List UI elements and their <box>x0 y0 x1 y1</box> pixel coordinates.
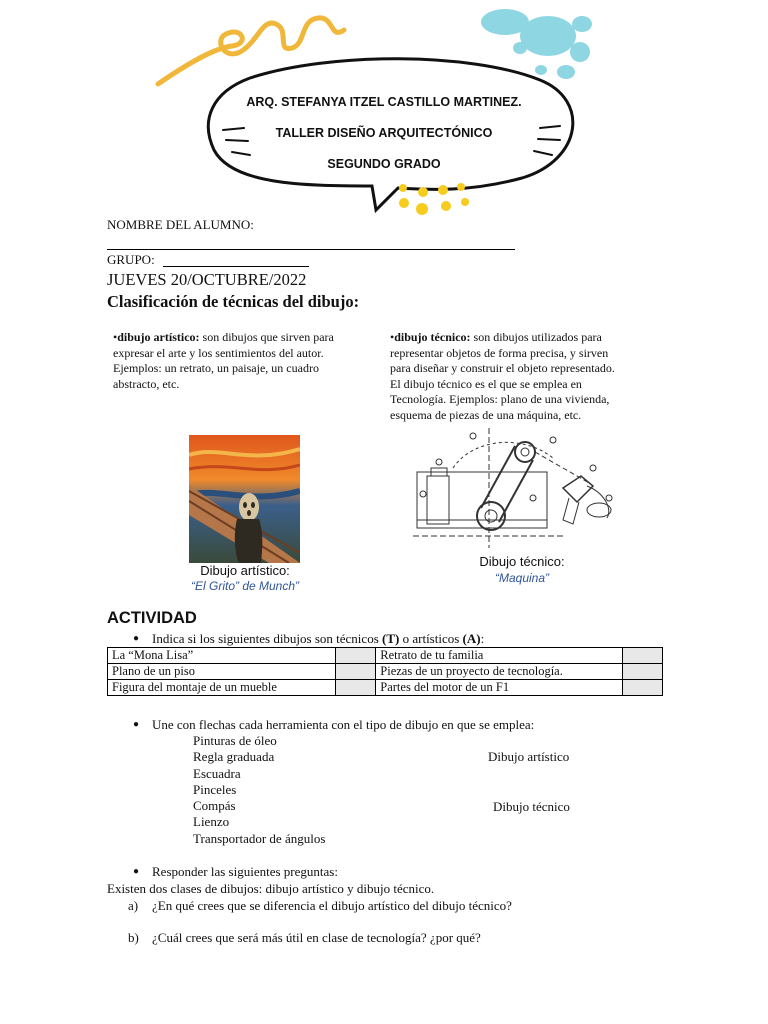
questions-intro: Existen dos clases de dibujos: dibujo artístico y dibujo técnico. <box>107 881 435 896</box>
question-a-marker: a) <box>128 898 139 913</box>
artistic-caption: Dibujo artístico: <box>200 563 290 578</box>
target-technical: Dibujo técnico <box>493 799 570 814</box>
answer-cell[interactable] <box>336 680 376 696</box>
grade-label: SEGUNDO GRADO <box>327 157 441 171</box>
activity-title: ACTIVIDAD <box>107 609 197 627</box>
question-b-marker: b) <box>128 930 139 945</box>
section-subtitle: Clasificación de técnicas del dibujo: <box>107 292 360 311</box>
list-item: Transportador de ángulos <box>193 830 326 846</box>
target-artistic: Dibujo artístico <box>488 749 570 764</box>
table-row <box>108 664 663 680</box>
table-cell: Figura del montaje de un mueble <box>108 680 336 696</box>
artistic-description: •dibujo artístico: son dibujos que sirven para expresar el arte y los sentimientos del autor. Ejemplos: un retrato, un paisaje, un cuadro abstracto, etc. <box>113 330 334 391</box>
tool-list <box>193 733 325 847</box>
questions-instruction: Responder las siguientes preguntas: <box>152 864 338 879</box>
artistic-caption-sub: “El Grito” de Munch” <box>190 579 300 593</box>
question-a: ¿En qué crees que se diferencia el dibujo artístico del dibujo técnico? <box>152 898 512 913</box>
table-row <box>108 648 663 664</box>
bullet: ● <box>133 633 140 644</box>
answer-cell[interactable] <box>336 664 376 680</box>
table-cell: Plano de un piso <box>108 664 336 680</box>
the-scream-painting <box>189 435 300 563</box>
table-cell: La “Mona Lisa” <box>108 648 336 664</box>
date-heading: JUEVES 20/OCTUBRE/2022 <box>107 270 307 289</box>
activity-instruction: Indica si los siguientes dibujos son técnicos (T) o artísticos (A): <box>152 631 485 646</box>
machine-technical-drawing <box>413 428 631 552</box>
answer-cell[interactable] <box>623 680 663 696</box>
bullet: • <box>390 330 395 344</box>
group-label: GRUPO: <box>107 252 155 267</box>
technical-description: •dibujo técnico: son dibujos utilizados para representar objetos de forma precisa, y sirven para diseñar y construir el objeto representado. El dibujo técnico es el que se emplea en Tecnología. Ejemplos: plano de una vivienda, esquema de piezas de una máquina, etc. <box>390 330 615 422</box>
table-row <box>108 680 663 696</box>
match-instruction: Une con flechas cada herramienta con el tipo de dibujo en que se emplea: <box>152 717 535 732</box>
student-name-label: NOMBRE DEL ALUMNO: <box>107 217 254 232</box>
list-item: Regla graduada <box>193 749 275 765</box>
list-item: Lienzo <box>193 814 230 830</box>
classification-table <box>107 647 663 696</box>
question-b: ¿Cuál crees que será más útil en clase de tecnología? ¿por qué? <box>152 930 481 945</box>
table-cell: Partes del motor de un F1 <box>376 680 623 696</box>
list-item: Pinturas de óleo <box>193 733 277 748</box>
answer-cell[interactable] <box>623 664 663 680</box>
workshop-title: TALLER DISEÑO ARQUITECTÓNICO <box>275 126 493 140</box>
list-item: Compás <box>193 798 236 814</box>
technical-caption: Dibujo técnico: <box>479 554 565 569</box>
bullet: ● <box>133 866 140 877</box>
table-cell: Retrato de tu familia <box>376 648 623 664</box>
table-cell: Piezas de un proyecto de tecnología. <box>376 664 623 680</box>
teacher-name: ARQ. STEFANYA ITZEL CASTILLO MARTINEZ. <box>246 95 522 109</box>
bullet: • <box>113 330 118 344</box>
bullet: ● <box>133 719 140 730</box>
list-item: Pinceles <box>193 781 237 797</box>
answer-cell[interactable] <box>623 648 663 664</box>
answer-cell[interactable] <box>336 648 376 664</box>
technical-caption-sub: “Maquina” <box>494 571 550 585</box>
group-line[interactable] <box>163 266 309 267</box>
list-item: Escuadra <box>193 765 241 781</box>
student-name-line[interactable] <box>107 249 515 250</box>
